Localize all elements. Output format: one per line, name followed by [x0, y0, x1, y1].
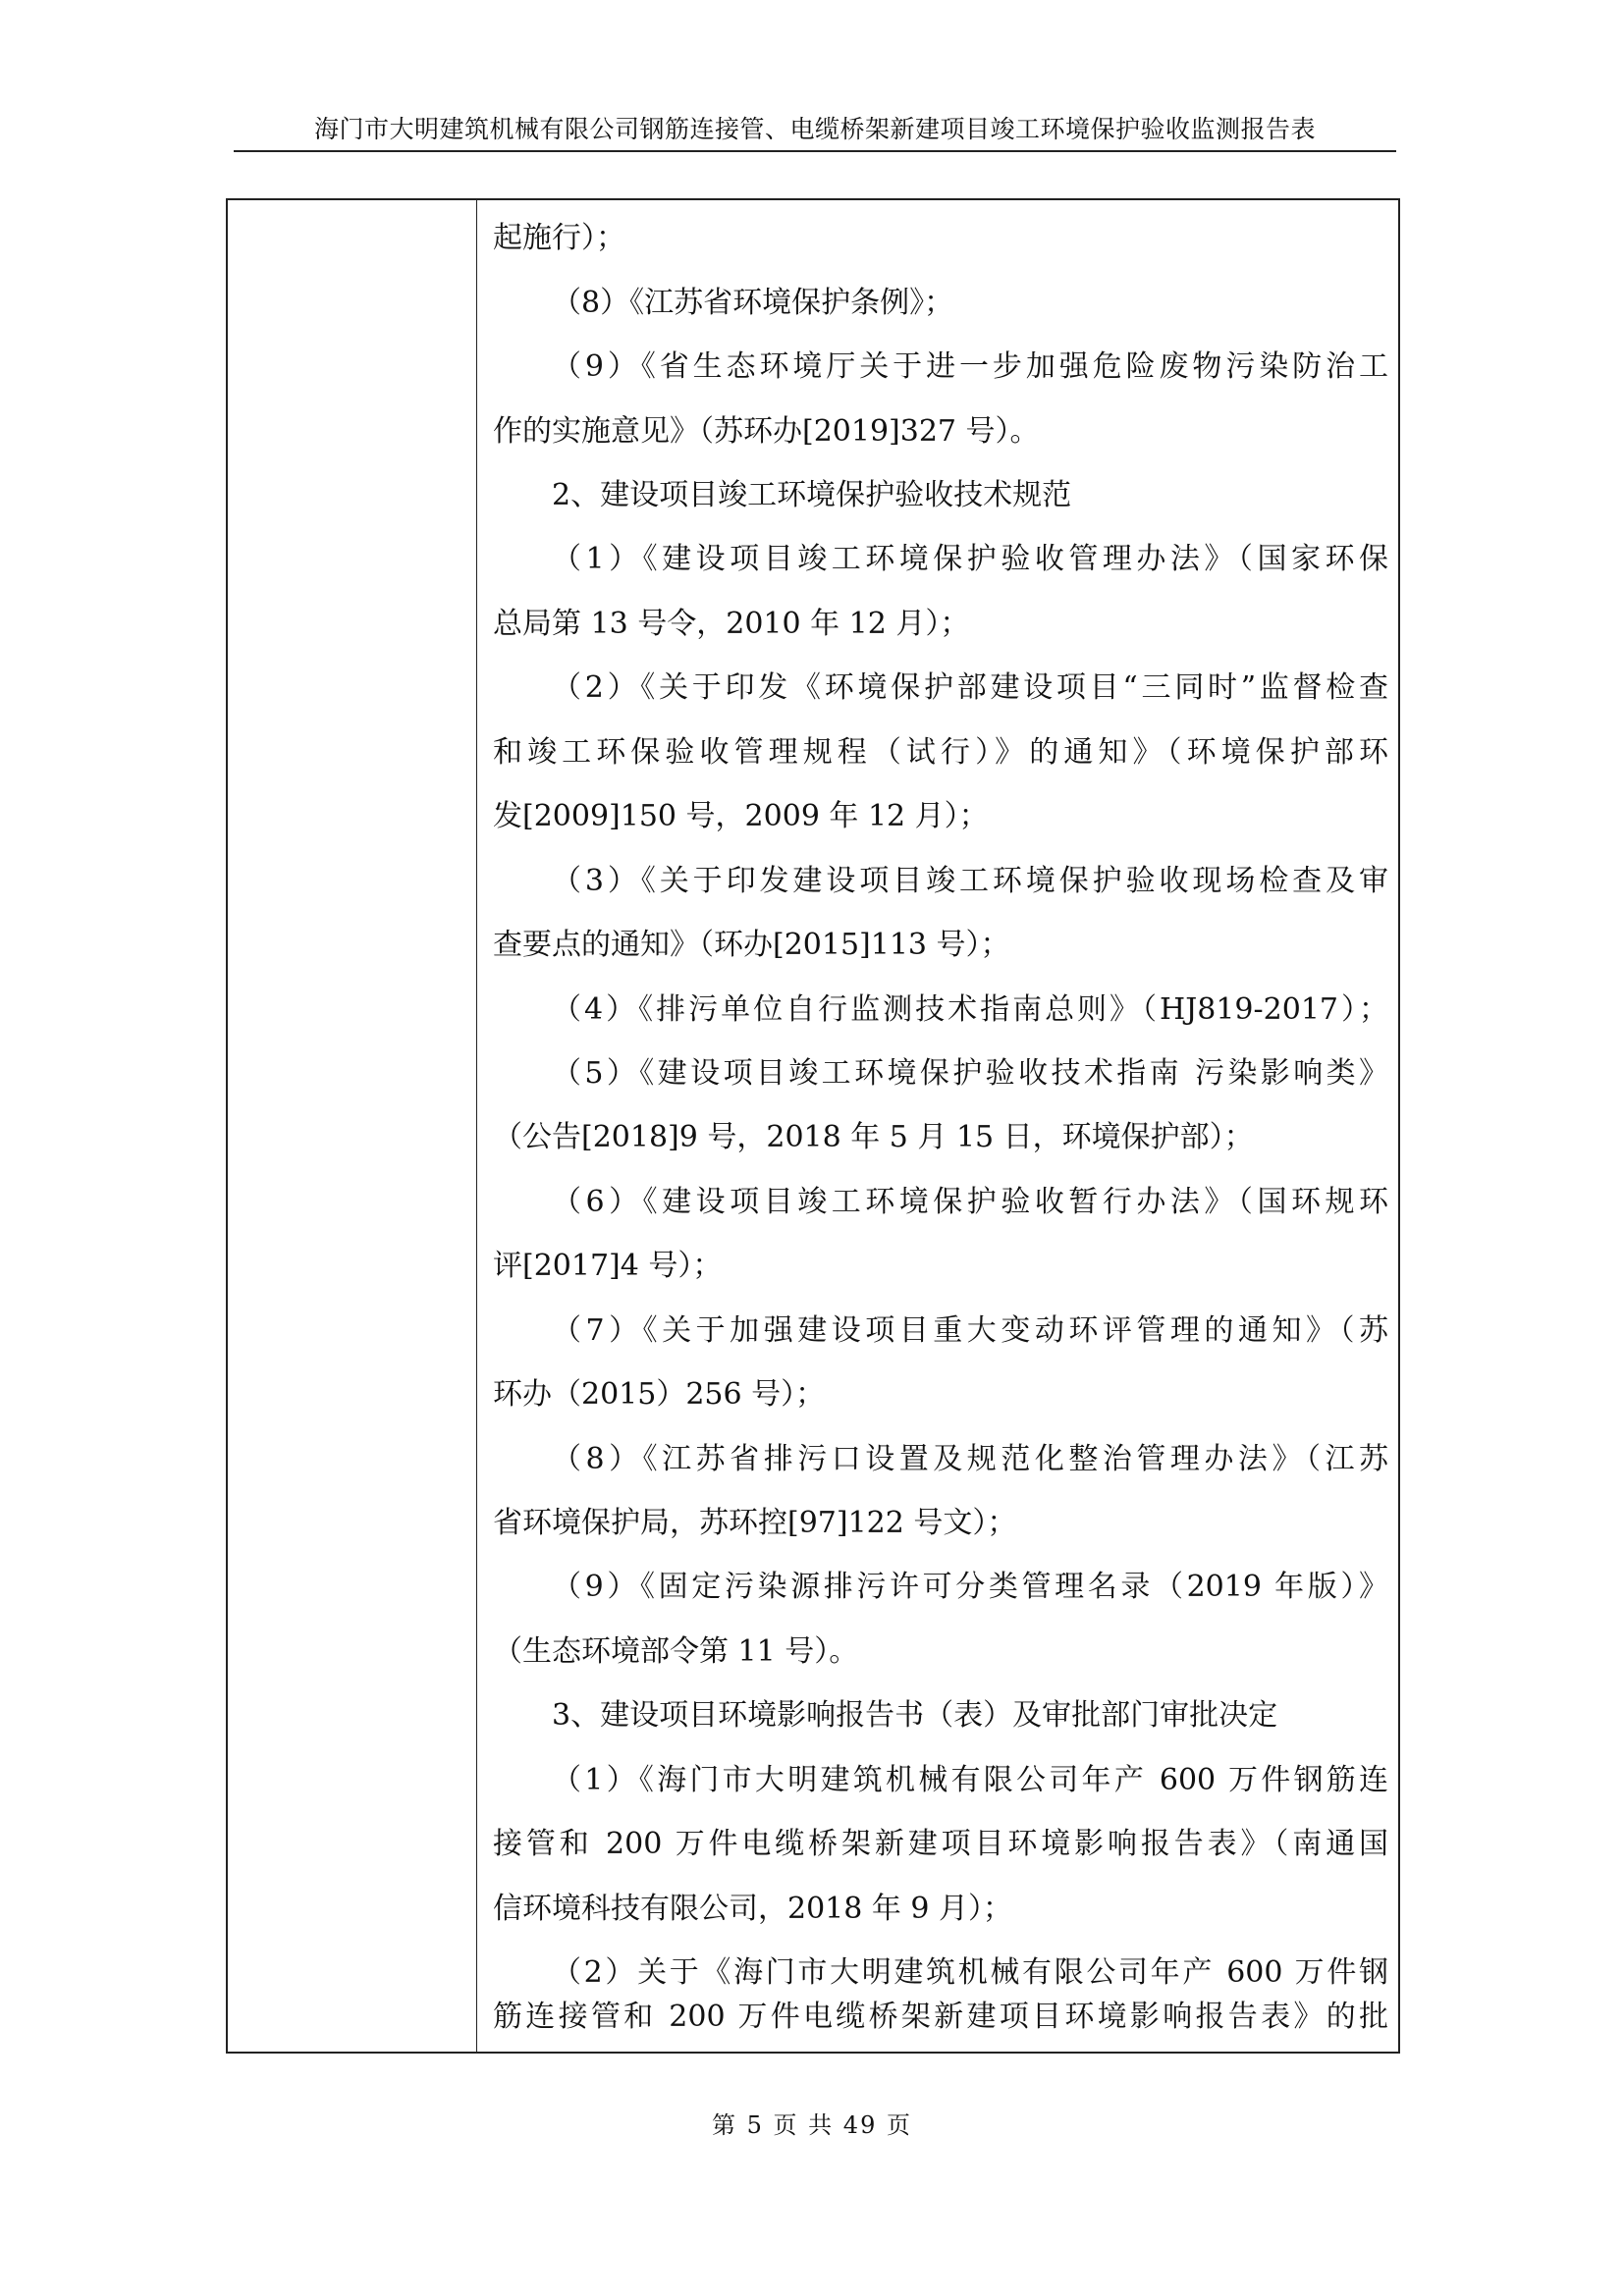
text-line: 信环境科技有限公司，2018 年 9 月）；: [493, 1892, 1013, 1926]
text-line: （2）关于《海门市大明建筑机械有限公司年产 600 万件钢: [552, 1955, 1388, 1990]
text-line: 发[2009]150 号，2009 年 12 月）；: [493, 799, 989, 833]
text-line: （9）《固定污染源排污许可分类管理名录（2019 年版）》: [552, 1570, 1388, 1604]
text-line: （8）《江苏省环境保护条例》；: [552, 286, 954, 320]
text-line: 查要点的通知》（环办[2015]113 号）；: [493, 928, 1010, 962]
column-divider: [476, 200, 477, 2052]
text-line: （公告[2018]9 号，2018 年 5 月 15 日，环境保护部）；: [493, 1120, 1254, 1154]
section-heading: 2、建设项目竣工环境保护验收技术规范: [552, 478, 1072, 512]
text-line: （4）《排污单位自行监测技术指南总则》（HJ819-2017）；: [552, 992, 1388, 1027]
text-line: （6）《建设项目竣工环境保护验收暂行办法》（国环规环: [552, 1185, 1388, 1219]
text-line: （2）《关于印发《环境保护部建设项目“三同时”监督检查: [552, 670, 1388, 705]
text-line: 评[2017]4 号）；: [493, 1249, 723, 1283]
text-line: 环办（2015）256 号）；: [493, 1377, 826, 1412]
section-heading: 3、建设项目环境影响报告书（表）及审批部门审批决定: [552, 1698, 1278, 1733]
text-line: 起施行）；: [493, 221, 625, 255]
header-rule: [234, 150, 1396, 152]
text-line: （5）《建设项目竣工环境保护验收技术指南 污染影响类》: [552, 1056, 1388, 1091]
text-line: （生态环境部令第 11 号）。: [493, 1634, 859, 1669]
text-line: （3）《关于印发建设项目竣工环境保护验收现场检查及审: [552, 864, 1388, 898]
text-line: 和竣工环保验收管理规程（试行）》的通知》（环境保护部环: [493, 735, 1388, 770]
page-number: 第 5 页 共 49 页: [712, 2111, 912, 2139]
text-line: 接管和 200 万件电缆桥架新建项目环境影响报告表》（南通国: [493, 1827, 1388, 1861]
report-header-title: 海门市大明建筑机械有限公司钢筋连接管、电缆桥架新建项目竣工环境保护验收监测报告表: [313, 115, 1316, 143]
text-line: （1）《建设项目竣工环境保护验收管理办法》（国家环保: [552, 542, 1388, 576]
text-line: 筋连接管和 200 万件电缆桥架新建项目环境影响报告表》的批: [493, 2000, 1388, 2034]
text-line: 作的实施意见》（苏环办[2019]327 号）。: [493, 414, 1040, 449]
content-table: [226, 198, 1400, 2054]
text-line: 总局第 13 号令，2010 年 12 月）；: [493, 607, 970, 641]
text-line: （8）《江苏省排污口设置及规范化整治管理办法》（江苏: [552, 1442, 1388, 1476]
text-line: （9）《省生态环境厅关于进一步加强危险废物污染防治工: [552, 349, 1388, 384]
text-line: （1）《海门市大明建筑机械有限公司年产 600 万件钢筋连: [552, 1763, 1388, 1797]
text-line: （7）《关于加强建设项目重大变动环评管理的通知》（苏: [552, 1313, 1388, 1348]
text-line: 省环境保护局，苏环控[97]122 号文）；: [493, 1506, 1017, 1540]
